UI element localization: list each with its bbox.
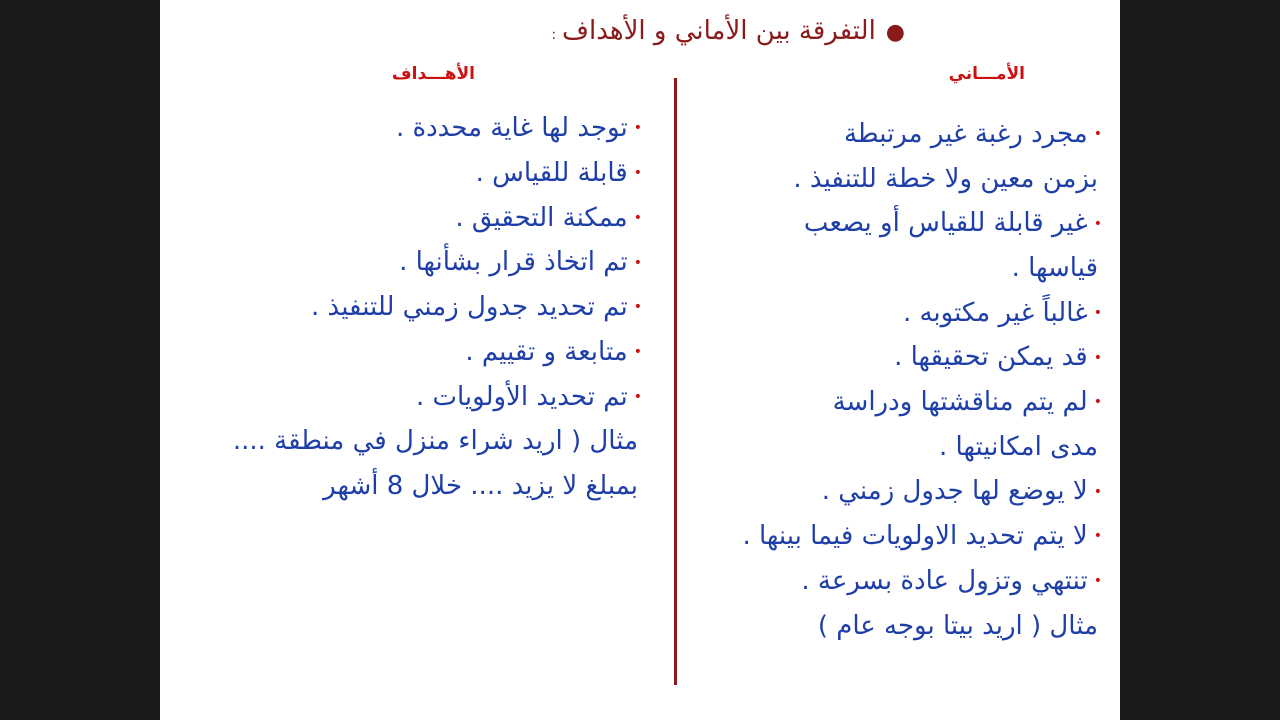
goal-item bbox=[233, 330, 642, 375]
title-text: التفرقة بين الأماني و الأهداف bbox=[562, 16, 876, 46]
title-bullet-icon: ● bbox=[885, 20, 905, 45]
goal-item-text: بمبلغ لا يزيد .... خلال 8 أشهر bbox=[323, 470, 638, 501]
wish-item bbox=[742, 291, 1102, 336]
goal-item bbox=[233, 285, 642, 330]
bullet-icon: • bbox=[633, 344, 642, 360]
goal-item-text: تم اتخاذ قرار بشأنها . bbox=[399, 247, 628, 278]
wish-item-text: مدى امكانيتها . bbox=[939, 431, 1098, 462]
bullet-icon: • bbox=[633, 299, 642, 316]
slide-title bbox=[160, 16, 905, 46]
goal-item bbox=[233, 240, 642, 285]
wish-item-text: لا يتم تحديد الاولويات فيما بينها . bbox=[742, 521, 1088, 551]
bullet-icon: • bbox=[633, 388, 642, 405]
goal-item bbox=[233, 151, 642, 196]
goal-item-text: متابعة و تقييم . bbox=[465, 336, 628, 367]
column-divider bbox=[674, 78, 677, 685]
bullet-icon: • bbox=[633, 209, 642, 226]
wish-item-text: بزمن معين ولا خطة للتنفيذ . bbox=[793, 163, 1098, 194]
wish-item bbox=[742, 112, 1102, 157]
bullet-icon: • bbox=[1093, 573, 1102, 589]
wish-item-text: مجرد رغبة غير مرتبطة bbox=[843, 119, 1088, 149]
bullet-icon: • bbox=[633, 120, 642, 137]
goal-item bbox=[233, 106, 642, 151]
bullet-icon: • bbox=[1093, 483, 1102, 500]
bullet-icon: • bbox=[1093, 528, 1102, 545]
goal-item-text: مثال ( اريد شراء منزل في منطقة .... bbox=[232, 426, 638, 457]
wish-item-text: غير قابلة للقياس أو يصعب bbox=[803, 208, 1088, 239]
wishes-header: الأمـــاني bbox=[948, 64, 1025, 84]
wish-item-text: لا يوضع لها جدول زمني . bbox=[821, 476, 1088, 507]
wish-item bbox=[742, 201, 1102, 246]
wish-item-text: مثال ( اريد بيتا بوجه عام ) bbox=[817, 610, 1098, 641]
wish-item bbox=[742, 559, 1102, 604]
goal-item bbox=[233, 419, 642, 464]
goal-item-text: قابلة للقياس . bbox=[475, 157, 628, 188]
goal-item-text: توجد لها غاية محددة . bbox=[395, 113, 628, 143]
slide bbox=[160, 0, 1120, 720]
bullet-icon: • bbox=[633, 254, 642, 271]
wish-item bbox=[742, 604, 1102, 649]
wish-item bbox=[742, 514, 1102, 559]
bullet-icon: • bbox=[1093, 304, 1102, 321]
title-colon: : bbox=[551, 27, 557, 43]
wish-item bbox=[742, 469, 1102, 514]
wish-item bbox=[742, 335, 1102, 380]
goal-item-text: ممكنة التحقيق . bbox=[455, 202, 628, 233]
wish-item bbox=[742, 157, 1102, 202]
goal-item bbox=[233, 196, 642, 241]
wish-item-text: لم يتم مناقشتها ودراسة bbox=[832, 387, 1088, 417]
bullet-icon: • bbox=[1093, 215, 1102, 232]
goal-item-text: تم تحديد جدول زمني للتنفيذ . bbox=[311, 292, 628, 322]
bullet-icon: • bbox=[1093, 349, 1102, 366]
goals-header: الأهـــداف bbox=[391, 64, 475, 84]
wish-item-text: قد يمكن تحقيقها . bbox=[894, 342, 1088, 373]
wishes-list bbox=[742, 112, 1102, 648]
wish-item bbox=[742, 380, 1102, 425]
wish-item-text: تنتهي وتزول عادة بسرعة . bbox=[801, 565, 1088, 596]
wish-item bbox=[742, 246, 1102, 291]
goals-list bbox=[233, 106, 642, 508]
wish-item-text: غالباً غير مكتوبه . bbox=[902, 297, 1088, 328]
goal-item bbox=[233, 464, 642, 509]
wish-item-text: قياسها . bbox=[1011, 253, 1098, 283]
bullet-icon: • bbox=[1093, 126, 1102, 143]
bullet-icon: • bbox=[1093, 394, 1102, 411]
bullet-icon: • bbox=[633, 165, 642, 181]
goal-item-text: تم تحديد الأولويات . bbox=[415, 381, 628, 412]
wish-item bbox=[742, 425, 1102, 470]
goal-item bbox=[233, 375, 642, 420]
